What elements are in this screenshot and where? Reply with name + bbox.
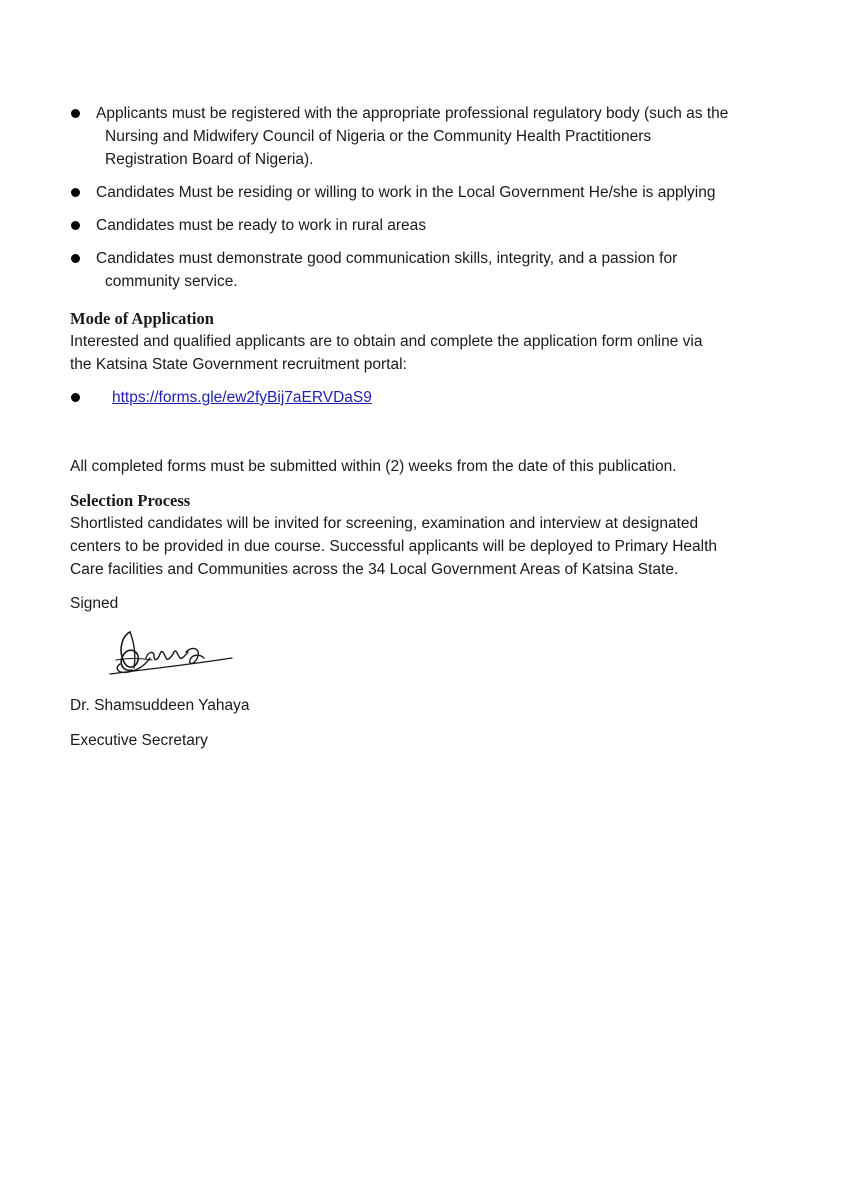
- bullet-icon: [71, 109, 80, 118]
- list-item: [70, 181, 770, 204]
- paragraph-line: centers to be provided in due course. Successful applicants will be deployed to Primary Health: [70, 538, 718, 555]
- paragraph-line: Shortlisted candidates will be invited for screening, examination and interview at designated: [70, 515, 699, 532]
- paragraph-line: Interested and qualified applicants are to obtain and complete the application form online via: [70, 333, 703, 350]
- signatory-name: Dr. Shamsuddeen Yahaya: [70, 697, 250, 714]
- requirement-text: Candidates Must be residing or willing to work in the Local Government He/she is applying: [96, 184, 716, 201]
- requirements-list: [70, 102, 770, 303]
- requirement-text: Applicants must be registered with the appropriate professional regulatory body (such as the: [96, 105, 729, 122]
- mode-of-application-heading: Mode of Application: [70, 309, 214, 328]
- requirement-text: community service.: [105, 273, 238, 290]
- paragraph-line: the Katsina State Government recruitment portal:: [70, 356, 407, 373]
- signature-image: [100, 624, 240, 682]
- signed-label: Signed: [70, 595, 119, 612]
- requirement-text: Candidates must be ready to work in rural areas: [96, 217, 426, 234]
- signatory-title: Executive Secretary: [70, 732, 208, 749]
- list-item: [70, 214, 770, 237]
- selection-process-paragraph: [70, 512, 770, 581]
- list-item: [70, 102, 770, 171]
- mode-of-application-paragraph: [70, 330, 770, 376]
- paragraph-line: Care facilities and Communities across the 34 Local Government Areas of Katsina State.: [70, 561, 679, 578]
- selection-process-heading: Selection Process: [70, 491, 191, 510]
- requirement-text: Nursing and Midwifery Council of Nigeria or the Community Health Practitioners: [105, 128, 652, 145]
- bullet-icon: [71, 254, 80, 263]
- bullet-icon: [71, 393, 80, 402]
- bullet-icon: [71, 188, 80, 197]
- requirement-text: Registration Board of Nigeria).: [105, 151, 314, 168]
- application-form-link[interactable]: https://forms.gle/ew2fyBij7aERVDaS9: [112, 389, 372, 406]
- list-item: [70, 247, 770, 293]
- requirement-text: Candidates must demonstrate good communication skills, integrity, and a passion for: [96, 250, 678, 267]
- portal-link-item: [70, 386, 770, 410]
- bullet-icon: [71, 221, 80, 230]
- deadline-text: All completed forms must be submitted within (2) weeks from the date of this publication.: [70, 458, 677, 475]
